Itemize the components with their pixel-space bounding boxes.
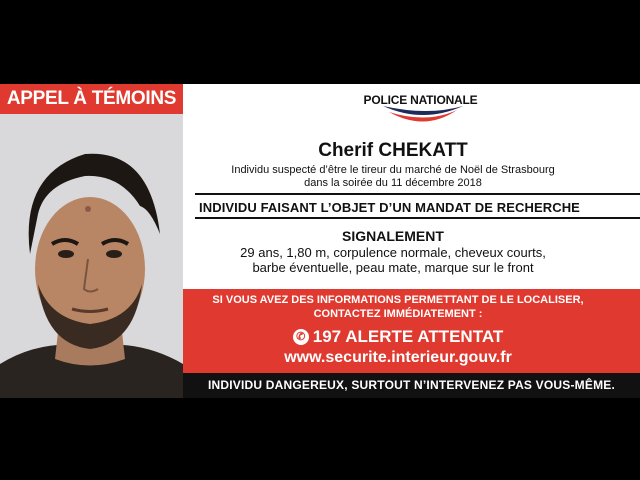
contact-panel	[183, 289, 640, 373]
alert-line	[183, 327, 613, 347]
photo-panel	[0, 84, 183, 398]
wanted-notice	[0, 84, 640, 398]
suspect-portrait	[0, 114, 183, 398]
website-link[interactable]: www.securite.interieur.gouv.fr	[284, 349, 512, 366]
suspect-name: Cherif CHEKATT	[318, 140, 468, 161]
alert-number[interactable]: 197 ALERTE ATTENTAT	[312, 327, 504, 346]
appel-a-temoins-banner: APPEL À TÉMOINS	[0, 84, 183, 114]
suspect-description: Individu suspecté d’être le tireur du marché de Noël de Strasbourg dans la soirée du 11 décembre 2018	[231, 164, 555, 189]
info-panel	[183, 84, 640, 398]
mandat-banner: INDIVIDU FAISANT L’OBJET D’UN MANDAT DE RECHERCHE	[195, 193, 640, 219]
signalement-title: SIGNALEMENT	[342, 228, 444, 244]
phone-icon: ✆	[293, 329, 309, 345]
police-nationale-logo: POLICE NATIONALE	[353, 90, 488, 132]
signalement-text: 29 ans, 1,80 m, corpulence normale, cheveux courts, barbe éventuelle, peau mate, marque sur le front	[240, 245, 546, 275]
danger-warning: INDIVIDU DANGEREUX, SURTOUT N’INTERVENEZ PAS VOUS-MÊME.	[183, 373, 640, 398]
logo-swoosh	[353, 90, 488, 132]
contact-info: SI VOUS AVEZ DES INFORMATIONS PERMETTANT DE LE LOCALISER, CONTACTEZ IMMÉDIATEMENT :	[212, 294, 584, 320]
